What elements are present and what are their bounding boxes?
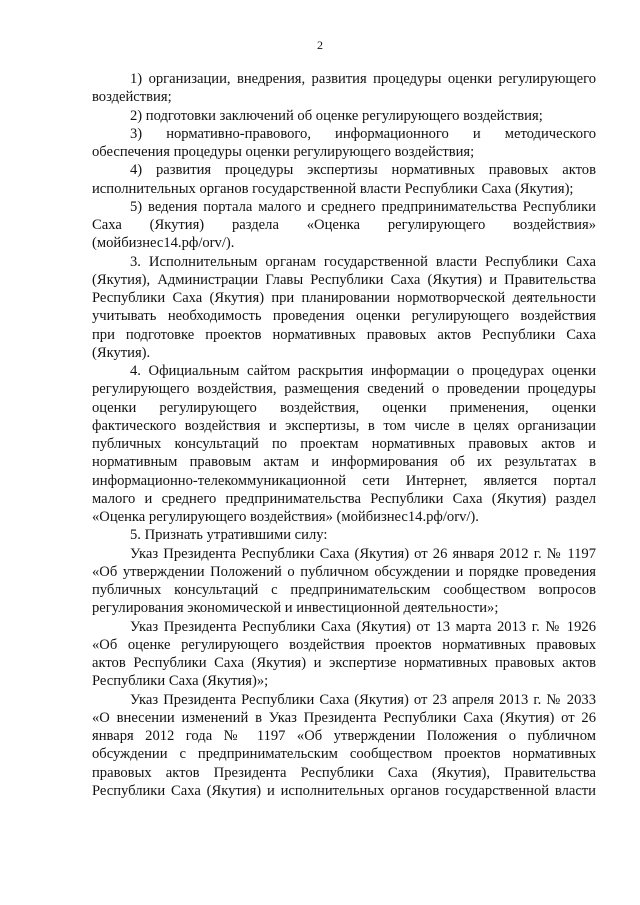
text-line: правовых актов Президента Республики Саха (Якутия), Правительства	[92, 764, 596, 781]
text-line: Республики Саха (Якутия)»;	[92, 673, 269, 690]
text-line: регулирующего воздействия, размещения сведений о проведении процедуры	[92, 381, 596, 398]
text-line: нормативным правовым актам и информирования об их результатах в	[92, 454, 596, 471]
text-line: «О внесении изменений в Указ Президента Республики Саха (Якутия) от 26	[92, 709, 596, 726]
text-line: 2) подготовки заключений об оценке регулирующего воздействия;	[130, 107, 543, 124]
text-line: при подготовке проектов нормативных правовых актов Республики Саха	[92, 326, 596, 343]
text-line: фактического воздействия и экспертизы, в том числе в целях организации	[92, 417, 596, 434]
text-line: публичных консультаций с предпринимательским сообществом вопросов	[92, 582, 596, 598]
text-line: января 2012 года № 1197 «Об утверждении Положения о публичном	[92, 728, 596, 744]
text-line: 4) развития процедуры экспертизы нормативных правовых актов	[130, 162, 596, 179]
document-body	[92, 70, 596, 800]
text-line: Указ Президента Республики Саха (Якутия) от 13 марта 2013 г. № 1926	[130, 618, 596, 635]
text-line: обеспечения процедуры оценки регулирующего воздействия;	[92, 144, 475, 160]
text-line: воздействия;	[92, 89, 172, 106]
text-line: информационно-телекоммуникационной сети Интернет, является портал	[92, 472, 596, 489]
text-line: 5. Признать утратившими силу:	[130, 527, 328, 544]
text-line: регулирования экономической и инвестиционной деятельности»;	[92, 600, 499, 617]
text-line: исполнительных органов государственной власти Республики Саха (Якутия);	[92, 180, 574, 197]
text-line: Указ Президента Республики Саха (Якутия) от 23 апреля 2013 г. № 2033	[130, 691, 596, 708]
text-line: учитывать необходимость проведения оценки регулирующего воздействия	[92, 308, 596, 325]
text-line: оценки регулирующего воздействия, оценки применения, оценки	[92, 399, 596, 416]
text-line: (мойбизнес14.рф/orv/).	[92, 235, 235, 252]
text-line: 1) организации, внедрения, развития процедуры оценки регулирующего	[130, 71, 596, 87]
text-line: «Оценка регулирующего воздействия» (мойбизнес14.рф/orv/).	[92, 509, 479, 525]
text-line: (Якутия), Администрации Главы Республики Саха (Якутия) и Правительства	[92, 271, 596, 288]
text-line: 3. Исполнительным органам государственной власти Республики Саха	[130, 253, 596, 270]
text-line: 5) ведения портала малого и среднего предпринимательства Республики	[130, 198, 596, 215]
text-line: актов Республики Саха (Якутия) и экспертизе нормативных правовых актов	[92, 655, 596, 671]
text-line: малого и среднего предпринимательства Республики Саха (Якутия) раздел	[92, 490, 596, 507]
text-line: Саха (Якутия) раздела «Оценка регулирующего воздействия»	[92, 217, 596, 233]
text-line: публичных консультаций по проектам нормативных правовых актов и	[92, 436, 596, 452]
text-line: (Якутия).	[92, 344, 151, 361]
page-number: 2	[317, 38, 323, 52]
text-line: 4. Официальным сайтом раскрытия информации о процедурах оценки	[130, 363, 596, 379]
text-line: Республики Саха (Якутия) и исполнительных органов государственной власти	[92, 782, 596, 799]
text-line: Республики Саха (Якутия) при планировании нормотворческой деятельности	[92, 290, 596, 306]
text-line: 3) нормативно-правового, информационного и методического	[130, 125, 596, 142]
text-line: «Об утверждении Положений о публичном обсуждении и порядке проведения	[92, 563, 596, 580]
text-line: Указ Президента Республики Саха (Якутия) от 26 января 2012 г. № 1197	[130, 545, 596, 562]
text-line: обсуждении с предпринимательским сообществом проектов нормативных	[92, 746, 596, 763]
text-line: «Об оценке регулирующего воздействия проектов нормативных правовых	[92, 636, 596, 653]
